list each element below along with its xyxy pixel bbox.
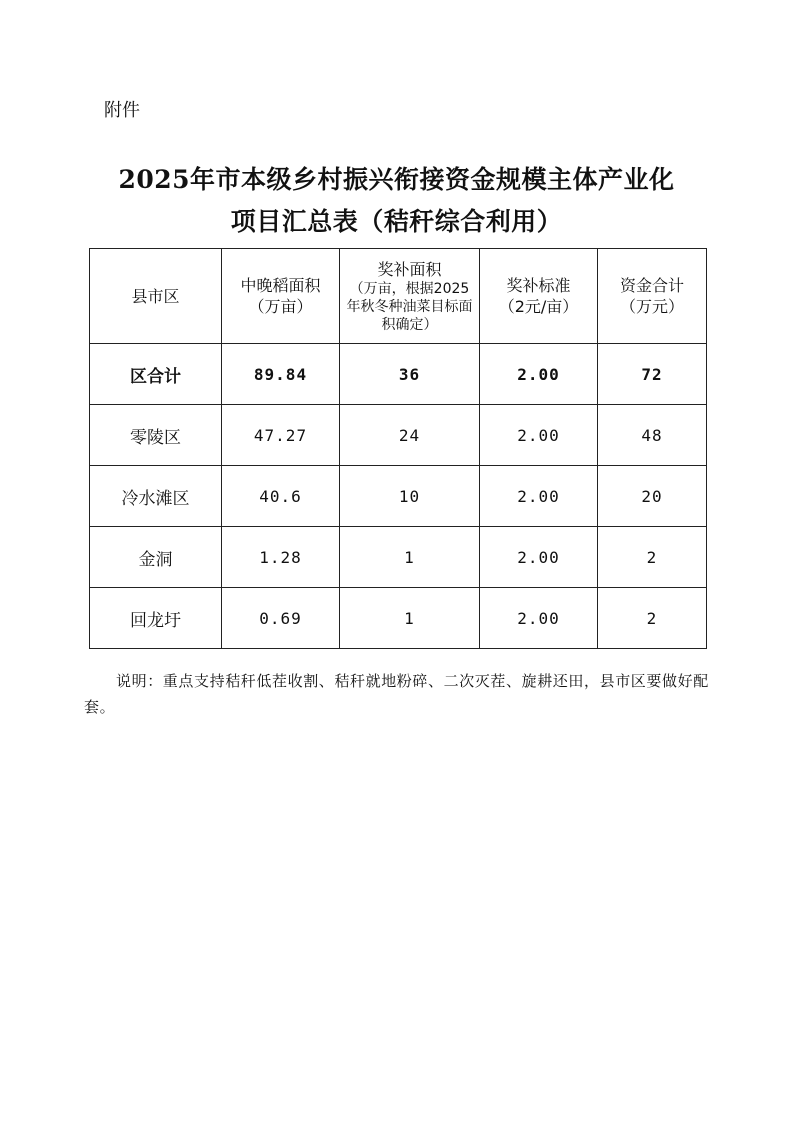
table-row: [90, 588, 707, 649]
cell-standard: 2.00: [480, 588, 598, 649]
cell-standard: 2.00: [480, 344, 598, 405]
cell-fund: 2: [598, 527, 707, 588]
cell-fund: 72: [598, 344, 707, 405]
header-standard: 奖补标准 （2元/亩）: [480, 249, 598, 344]
cell-subsidy-area: 36: [340, 344, 480, 405]
explanatory-note: 说明：重点支持秸秆低茬收割、秸秆就地粉碎、二次灭茬、旋耕还田，县市区要做好配套。: [84, 672, 709, 716]
header-fund: 资金合计 （万元）: [598, 249, 707, 344]
table-row: [90, 405, 707, 466]
cell-fund: 20: [598, 466, 707, 527]
table-row: [90, 527, 707, 588]
cell-rice-area: 40.6: [222, 466, 340, 527]
table-row: [90, 466, 707, 527]
cell-rice-area: 1.28: [222, 527, 340, 588]
cell-rice-area: 0.69: [222, 588, 340, 649]
annex-label: 附件: [104, 100, 140, 121]
cell-fund: 48: [598, 405, 707, 466]
table-header-row: [90, 249, 707, 344]
cell-county: 冷水滩区: [90, 466, 222, 527]
document-title-line-2: 项目汇总表（秸秆综合利用）: [230, 207, 563, 236]
cell-rice-area: 89.84: [222, 344, 340, 405]
cell-subsidy-area: 24: [340, 405, 480, 466]
cell-standard: 2.00: [480, 466, 598, 527]
cell-county: 金洞: [90, 527, 222, 588]
cell-county: 零陵区: [90, 405, 222, 466]
cell-subsidy-area: 10: [340, 466, 480, 527]
summary-table: [89, 248, 707, 649]
document-title-line-1: 2025年市本级乡村振兴衔接资金规模主体产业化: [118, 165, 675, 194]
header-subsidy-area: 奖补面积 （万亩，根据2025年秋冬种油菜目标面积确定）: [340, 249, 480, 344]
table-row-total: [90, 344, 707, 405]
header-county: 县市区: [90, 249, 222, 344]
cell-subsidy-area: 1: [340, 527, 480, 588]
cell-fund: 2: [598, 588, 707, 649]
header-rice-area: 中晚稻面积 （万亩）: [222, 249, 340, 344]
cell-standard: 2.00: [480, 527, 598, 588]
cell-subsidy-area: 1: [340, 588, 480, 649]
cell-standard: 2.00: [480, 405, 598, 466]
cell-county: 回龙圩: [90, 588, 222, 649]
cell-rice-area: 47.27: [222, 405, 340, 466]
cell-county: 区合计: [90, 344, 222, 405]
